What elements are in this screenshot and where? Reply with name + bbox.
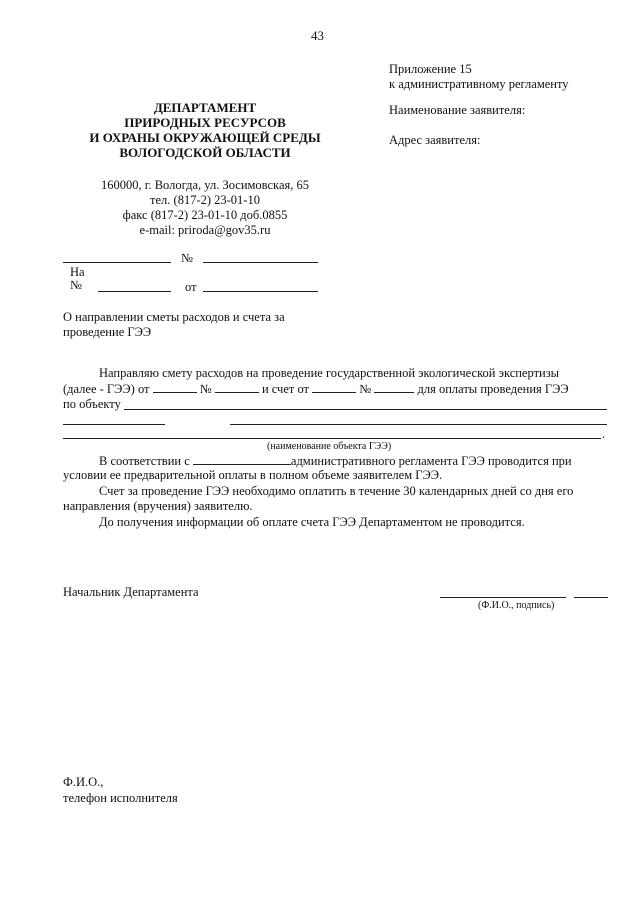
appendix-line-1: Приложение 15 <box>389 62 472 76</box>
reg-na-number-line <box>98 291 171 292</box>
body-p3-line-2: направления (вручения) заявителю. <box>63 499 253 513</box>
reg-na-label: На <box>70 265 85 279</box>
signature-position: Начальник Департамента <box>63 585 199 599</box>
p2-regulation-text: административного регламента ГЭЭ проводится при <box>290 454 572 468</box>
executor-line-2: телефон исполнителя <box>63 791 178 805</box>
p1-no-sign-2: № <box>359 382 372 396</box>
object-end-dot: . <box>602 427 606 441</box>
reg-no-sign: № <box>181 251 193 265</box>
smeta-date-blank <box>153 381 197 393</box>
reg-number-line <box>203 262 318 263</box>
department-line-2: ПРИРОДНЫХ РЕСУРСОВ <box>124 115 286 130</box>
subject-line-1: О направлении сметы расходов и счета за <box>63 310 285 324</box>
contacts-block <box>55 178 355 238</box>
body-p2-line-2: условии ее предварительной оплаты в полном объеме заявителем ГЭЭ. <box>63 468 443 482</box>
contact-address: 160000, г. Вологда, ул. Зосимовская, 65 <box>100 178 309 192</box>
subject-line-2: проведение ГЭЭ <box>63 325 152 339</box>
object-caption: (наименование объекта ГЭЭ) <box>267 441 392 452</box>
object-line-2a <box>63 424 165 425</box>
invoice-date-blank <box>312 381 356 393</box>
reg-ot-label: от <box>185 280 197 294</box>
applicant-name-label: Наименование заявителя: <box>389 103 526 117</box>
applicant-address-label: Адрес заявителя: <box>389 133 481 147</box>
reg-na-no-sign: № <box>70 278 82 292</box>
department-line-1: ДЕПАРТАМЕНТ <box>153 100 257 115</box>
department-line-3: И ОХРАНЫ ОКРУЖАЮЩЕЙ СРЕДЫ <box>89 130 321 145</box>
invoice-number-blank <box>374 381 414 393</box>
object-line-3 <box>63 438 601 439</box>
appendix-line-2: к административному регламенту <box>389 77 569 91</box>
object-line-2b <box>230 424 607 425</box>
contact-fax: факс (817-2) 23-01-10 доб.0855 <box>122 208 288 222</box>
executor-line-1: Ф.И.О., <box>63 775 104 789</box>
page-number: 43 <box>311 28 324 43</box>
p1-dated-label: (далее - ГЭЭ) от <box>63 382 150 396</box>
reg-date-line <box>63 262 171 263</box>
object-line-1 <box>124 409 607 410</box>
signature-sign-line <box>574 597 608 598</box>
contact-email: e-mail: priroda@gov35.ru <box>139 223 271 237</box>
body-p2-line-1 <box>99 453 572 469</box>
regulation-blank <box>193 453 291 465</box>
department-block <box>55 100 355 160</box>
contact-phone: тел. (817-2) 23-01-10 <box>150 193 260 207</box>
body-p1-line-2 <box>63 381 569 397</box>
p1-no-sign-1: № <box>199 382 212 396</box>
p1-invoice-label: и счет от <box>261 382 310 396</box>
body-p4: До получения информации об оплате счета ГЭЭ Департаментом не проводится. <box>99 515 525 529</box>
p1-purpose: для оплаты проведения ГЭЭ <box>417 382 569 396</box>
department-line-4: ВОЛОГОДСКОЙ ОБЛАСТИ <box>119 145 291 160</box>
reg-ot-date-line <box>203 291 318 292</box>
body-p1-line-1: Направляю смету расходов на проведение государственной экологической экспертизы <box>99 366 560 380</box>
p2-accordance-label: В соответствии с <box>99 454 190 468</box>
smeta-number-blank <box>215 381 259 393</box>
body-p3-line-1: Счет за проведение ГЭЭ необходимо оплатить в течение 30 календарных дней со дня его <box>99 484 574 498</box>
signature-caption: (Ф.И.О., подпись) <box>478 600 555 611</box>
body-p1-line-3-label: по объекту <box>63 397 121 411</box>
signature-name-line <box>440 597 566 598</box>
